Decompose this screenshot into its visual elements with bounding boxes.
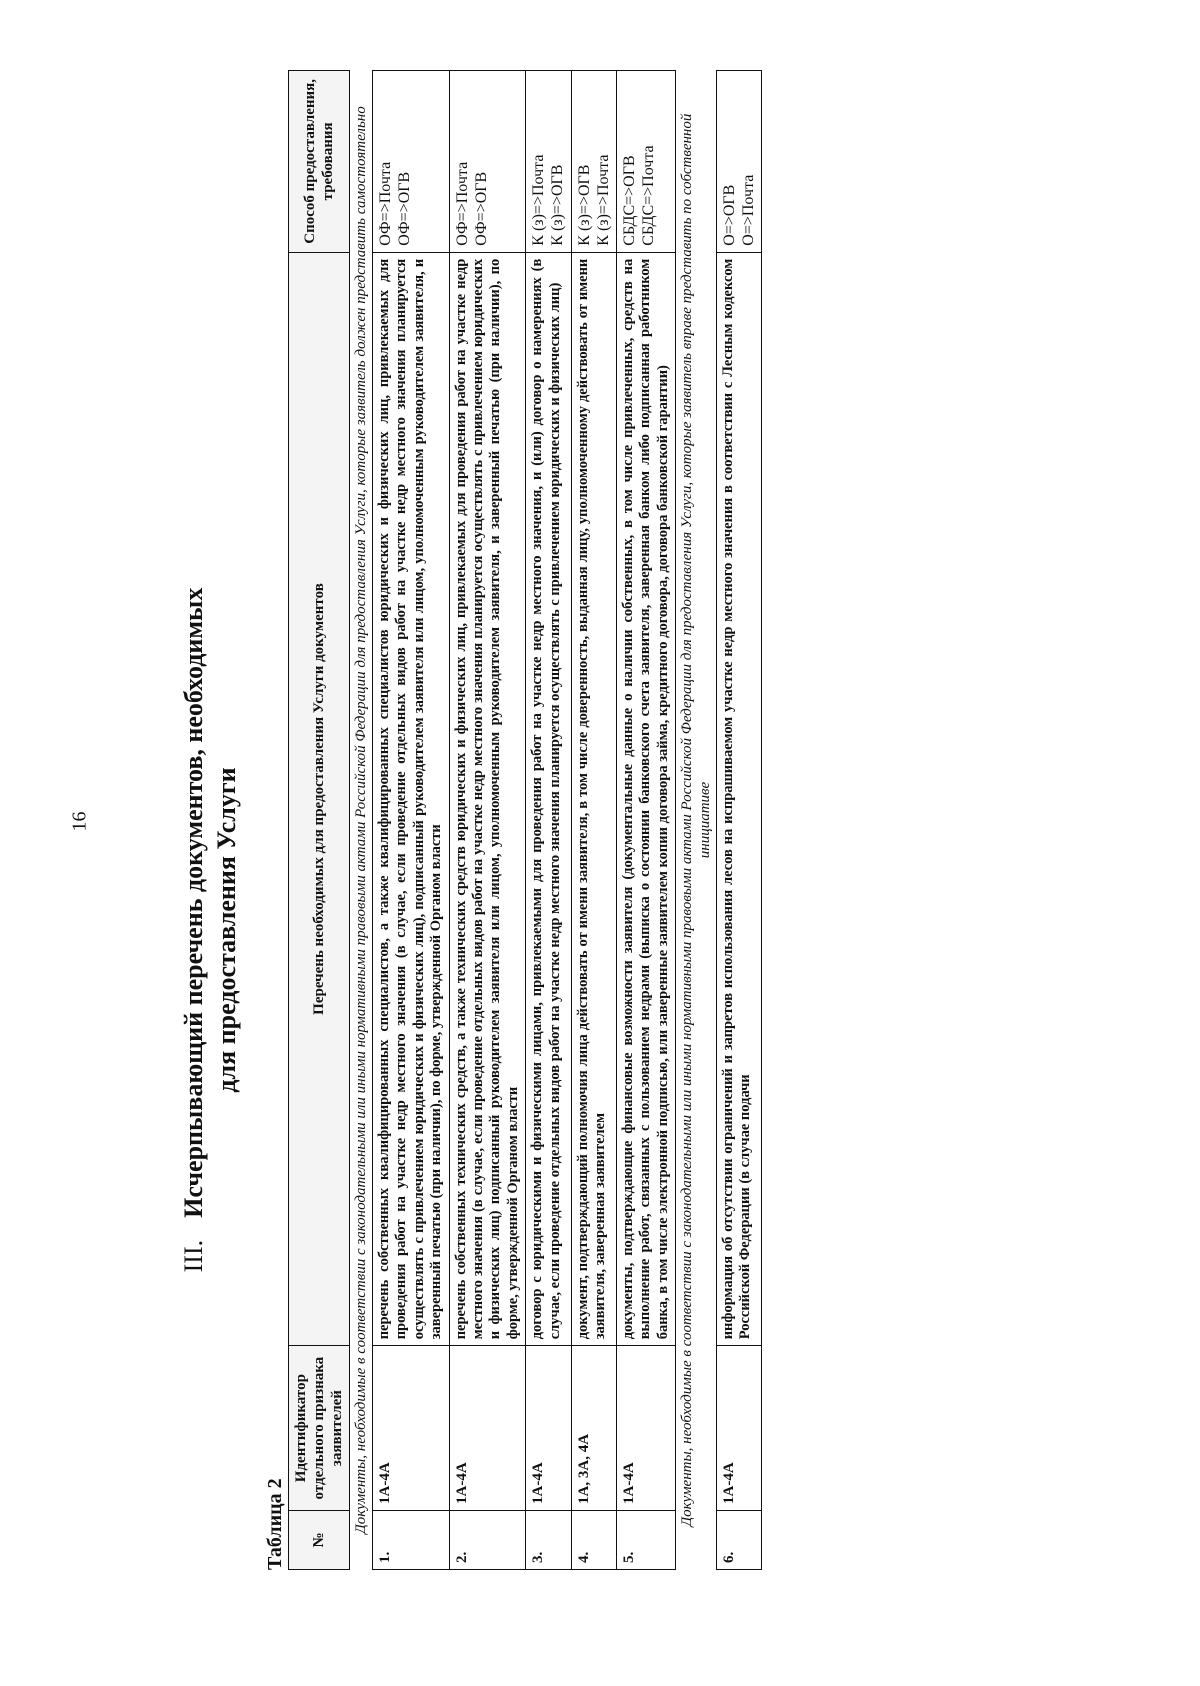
method-line: О=>Почта bbox=[740, 174, 758, 246]
table-row bbox=[571, 71, 616, 1570]
section-title-line-2: для предоставления Услуги bbox=[211, 767, 241, 1093]
section-caption: Документы, необходимые в соответствии с законодательными или иными нормативными правовыми актами Российской Федерации для предоставления Услуги, которые заявитель должен представить самостоятельно bbox=[350, 71, 373, 1570]
row-identifier: 1А-4А bbox=[717, 1346, 762, 1511]
documents-table bbox=[288, 70, 762, 1570]
section-title-line-1: Исчерпывающий перечень документов, необходимых bbox=[179, 587, 208, 1218]
method-line: СБДС=>Почта bbox=[640, 145, 658, 246]
method-line: ОФ=>Почта bbox=[453, 161, 471, 246]
table-row bbox=[717, 71, 762, 1570]
method-line: ОФ=>ОГВ bbox=[472, 171, 490, 246]
row-identifier: 1А, 3А, 4А bbox=[571, 1346, 616, 1511]
row-num: 3. bbox=[526, 1510, 571, 1569]
method-line: К (з)=>Почта bbox=[530, 154, 548, 246]
page-number: 16 bbox=[68, 811, 91, 832]
row-description: документ, подтверждающий полномочия лица действовать от имени заявителя, в том числе доверенность, выданная лицу, уполномоченному действовать от имени заявителя, заверенная заявителем bbox=[571, 252, 616, 1346]
header-identifier: Идентификатор отдельного признака заявителей bbox=[289, 1346, 350, 1511]
header-num: № bbox=[289, 1510, 350, 1569]
method-line: СБДС=>ОГВ bbox=[620, 155, 638, 246]
row-method bbox=[717, 71, 762, 253]
table-caption: Таблица 2 bbox=[264, 1478, 286, 1570]
table-row bbox=[616, 71, 675, 1570]
row-num: 5. bbox=[616, 1510, 675, 1569]
method-line: ОФ=>Почта bbox=[377, 161, 394, 246]
row-method bbox=[373, 71, 450, 253]
row-identifier: 1А-4А bbox=[373, 1346, 450, 1511]
section-caption-row bbox=[350, 71, 373, 1570]
row-method bbox=[449, 71, 526, 253]
method-line: О=>ОГВ bbox=[721, 184, 739, 246]
method-line: К (з)=>ОГВ bbox=[549, 164, 567, 246]
row-num: 4. bbox=[571, 1510, 616, 1569]
table-row bbox=[373, 71, 450, 1570]
table-row bbox=[526, 71, 571, 1570]
section-caption: Документы, необходимые в соответствии с законодательными или иными нормативными правовыми актами Российской Федерации для предоставления Услуги, которые заявитель вправе представить по собственной инициативе bbox=[676, 71, 717, 1570]
table-header-row bbox=[289, 71, 350, 1570]
method-line: ОФ=>ОГВ bbox=[396, 171, 414, 246]
row-method bbox=[571, 71, 616, 253]
section-caption-row bbox=[676, 71, 717, 1570]
table-row bbox=[449, 71, 526, 1570]
header-documents: Перечень необходимых для предоставления Услуги документов bbox=[289, 252, 350, 1346]
section-roman-numeral: III. bbox=[179, 1239, 208, 1273]
row-num: 2. bbox=[449, 1510, 526, 1569]
row-identifier: 1А-4А bbox=[449, 1346, 526, 1511]
row-num: 6. bbox=[717, 1510, 762, 1569]
rotated-page-content bbox=[178, 20, 1200, 1580]
header-method: Способ предоставления, требования bbox=[289, 71, 350, 253]
method-line: К (з)=>ОГВ bbox=[575, 164, 593, 246]
row-description: перечень собственных квалифицированных специалистов, а также квалифицированных специалистов юридических и физических лиц, привлекаемых для проведения работ на участке недр местного значения (в случае, если проведение отдельных видов работ на участке недр местного значения планируется осуществлять с привлечением юридических и физических лиц), подписанный руководителем заявителя или лицом, уполномоченным руководителем заявителя, и заверенный печатью (при наличии), по форме, утвержденной Органом власти bbox=[373, 252, 450, 1346]
row-identifier: 1А-4А bbox=[526, 1346, 571, 1511]
row-description: информация об отсутствии ограничений и запретов использования лесов на испрашиваемом участке недр местного значения в соответствии с Лесным кодексом Российской Федерации (в случае подачи bbox=[717, 252, 762, 1346]
row-identifier: 1А-4А bbox=[616, 1346, 675, 1511]
row-description: договор с юридическими и физическими лицами, привлекаемыми для проведения работ на участке недр местного значения, и (или) договор о намерениях (в случае, если проведение отдельных видов работ на участке недр местного значения планируется осуществлять с привлечением юридических и физических лиц) bbox=[526, 252, 571, 1346]
row-method bbox=[616, 71, 675, 253]
row-num: 1. bbox=[373, 1510, 450, 1569]
method-line: К (з)=>Почта bbox=[594, 154, 612, 246]
row-description: перечень собственных технических средств, а также технических средств юридических и физических лиц, привлекаемых для проведения работ на участке недр местного значения (в случае, если проведение отдельных видов работ на участке недр местного значения планируется осуществлять с привлечением юридических и физических лиц) подписанный руководителем заявителя или лицом, уполномоченным руководителем заявителя, и заверенный печатью (при наличии), по форме, утвержденной Органом власти bbox=[449, 252, 526, 1346]
row-description: документы, подтверждающие финансовые возможности заявителя (документальные данные о наличии собственных, в том числе привлеченных, средств на выполнение работ, связанных с пользованием недрами (выписка о состоянии банковского счета заявителя, заверенная банком либо подписанная работником банка, в том числе электронной подписью, или заверенные заявителем копии договора займа, кредитного договора, договора банковской гарантии) bbox=[616, 252, 675, 1346]
section-title bbox=[178, 280, 243, 1580]
row-method bbox=[526, 71, 571, 253]
